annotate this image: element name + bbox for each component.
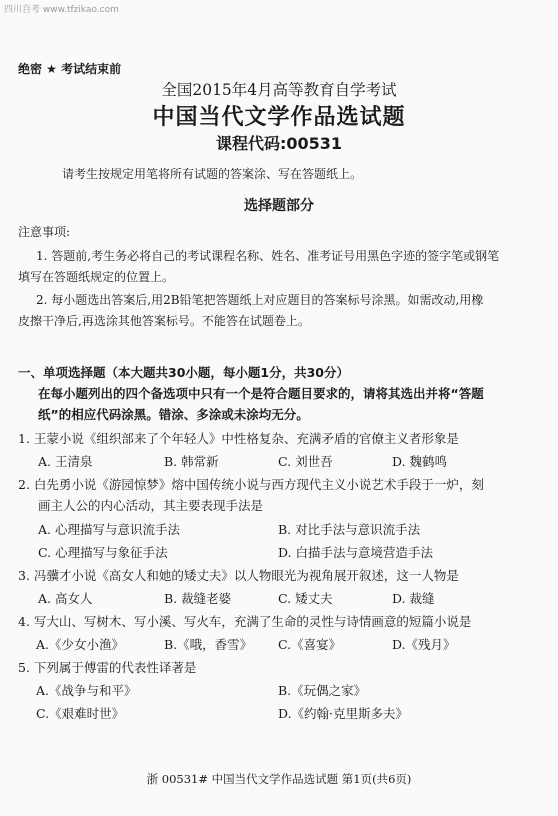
question-4-option-c: C.《喜宴》 (278, 637, 342, 652)
question-1-stem: 1. 王蒙小说《组织部来了个年轻人》中性格复杂、充满矛盾的官僚主义者形象是 (18, 431, 459, 446)
question-5-option-c: C.《艰难时世》 (36, 706, 125, 721)
question-4-option-b: B.《哦，香雪》 (164, 637, 253, 652)
note-1-line-1: 1. 答题前,考生务必将自己的考试课程名称、姓名、准考证号用黑色字迹的签字笔或钢笔 (36, 249, 500, 263)
question-1-option-d: D. 魏鹤鸣 (392, 454, 448, 469)
question-1-option-c: C. 刘世吾 (278, 454, 333, 469)
question-3-option-d: D. 裁缝 (392, 591, 435, 606)
part1-desc-1: 在每小题列出的四个备选项中只有一个是符合题目要求的，请将其选出并将“答题 (38, 386, 484, 401)
question-3-stem: 3. 冯骥才小说《高女人和她的矮丈夫》以人物眼光为视角展开叙述，这一人物是 (18, 568, 459, 583)
question-5-option-a: A.《战争与和平》 (36, 683, 137, 698)
part1-desc-2: 纸”的相应代码涂黑。错涂、多涂或未涂均无分。 (38, 407, 309, 422)
question-2-option-d: D. 白描手法与意境营造手法 (278, 545, 434, 560)
question-5-stem: 5. 下列属于傅雷的代表性译著是 (18, 660, 197, 675)
secret-mark: 绝密 ★ 考试结束前 (18, 62, 122, 76)
question-2-option-c: C. 心理描写与象征手法 (38, 545, 168, 560)
notes-heading: 注意事项: (18, 225, 71, 239)
question-1-option-b: B. 韩常新 (164, 454, 219, 469)
question-3-option-c: C. 矮丈夫 (278, 591, 333, 606)
question-2-stem-cont: 画主人公的内心活动，其主要表现手法是 (38, 498, 264, 513)
question-2-option-b: B. 对比手法与意识流手法 (278, 522, 421, 537)
instruction: 请考生按规定用笔将所有试题的答案涂、写在答题纸上。 (62, 167, 363, 181)
part1-heading: 一、单项选择题（本大题共30小题，每小题1分，共30分） (18, 365, 349, 380)
question-3-option-a: A. 高女人 (38, 591, 93, 606)
question-2-option-a: A. 心理描写与意识流手法 (38, 522, 180, 537)
note-1-line-2: 填写在答题纸规定的位置上。 (18, 270, 175, 284)
question-5-option-b: B.《玩偶之家》 (278, 683, 367, 698)
course-code: 课程代码:00531 (215, 134, 343, 153)
exam-name: 全国2015年4月高等教育自学考试 (161, 81, 397, 99)
watermark: 四川自考 www.tfzikao.com (4, 5, 119, 15)
page-footer: 浙 00531# 中国当代文学作品选试题 第1页(共6页) (146, 772, 412, 786)
question-3-option-b: B. 裁缝老婆 (164, 591, 232, 606)
note-2-line-2: 皮擦干净后,再选涂其他答案标号。不能答在试题卷上。 (18, 314, 310, 328)
question-2-stem: 2. 白先勇小说《游园惊梦》熔中国传统小说与西方现代主义小说艺术手段于一炉，刻 (18, 477, 484, 492)
question-4-option-d: D.《残月》 (392, 637, 456, 652)
paper-title: 中国当代文学作品选试题 (152, 105, 406, 130)
question-4-option-a: A.《少女小渔》 (36, 637, 125, 652)
section-title: 选择题部分 (244, 198, 314, 214)
question-5-option-d: D.《约翰·克里斯多夫》 (278, 706, 409, 721)
question-1-option-a: A. 王清泉 (38, 454, 93, 469)
note-2-line-1: 2. 每小题选出答案后,用2B铅笔把答题纸上对应题目的答案标号涂黑。如需改动,用橡 (36, 293, 484, 307)
question-4-stem: 4. 写大山、写树木、写小溪、写火车，充满了生命的灵性与诗情画意的短篇小说是 (18, 614, 472, 629)
